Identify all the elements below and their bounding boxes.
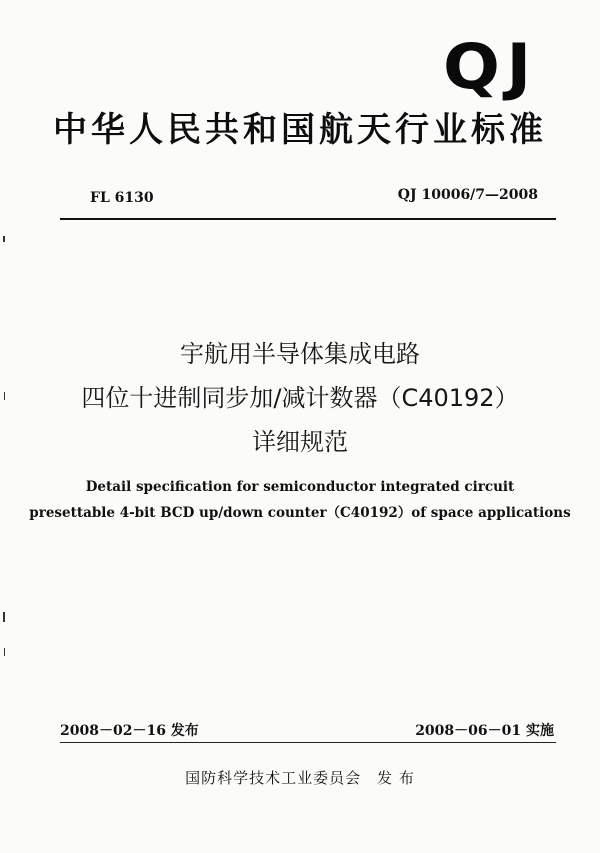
organization-title: 中华人民共和国航天行业标准 bbox=[53, 110, 547, 150]
header-divider bbox=[60, 218, 556, 220]
footer-divider bbox=[60, 742, 556, 743]
title-cn-line1: 宇航用半导体集成电路 bbox=[180, 340, 420, 368]
publisher-line bbox=[0, 767, 600, 788]
publisher-action: 发 布 bbox=[377, 769, 415, 787]
qj-logo: QJ bbox=[443, 30, 538, 103]
title-cn-line2: 四位十进制同步加/减计数器（C40192） bbox=[81, 384, 519, 412]
scan-mark bbox=[4, 648, 5, 656]
title-en-line1: Detail specification for semiconductor integrated circuit bbox=[85, 479, 515, 495]
scan-mark bbox=[3, 236, 5, 242]
standard-code: QJ 10006/7—2008 bbox=[397, 187, 538, 203]
publisher-name: 国防科学技术工业委员会 bbox=[185, 769, 362, 787]
issue-date: 2008－02－16 发布 bbox=[60, 723, 199, 739]
scan-mark bbox=[3, 612, 5, 622]
title-cn-line3: 详细规范 bbox=[252, 428, 348, 456]
scan-mark bbox=[4, 392, 5, 400]
title-en-line2: presettable 4-bit BCD up/down counter（C40192）of space applications bbox=[29, 505, 571, 521]
implementation-date: 2008－06－01 实施 bbox=[415, 723, 554, 739]
classification-code: FL 6130 bbox=[90, 190, 154, 206]
